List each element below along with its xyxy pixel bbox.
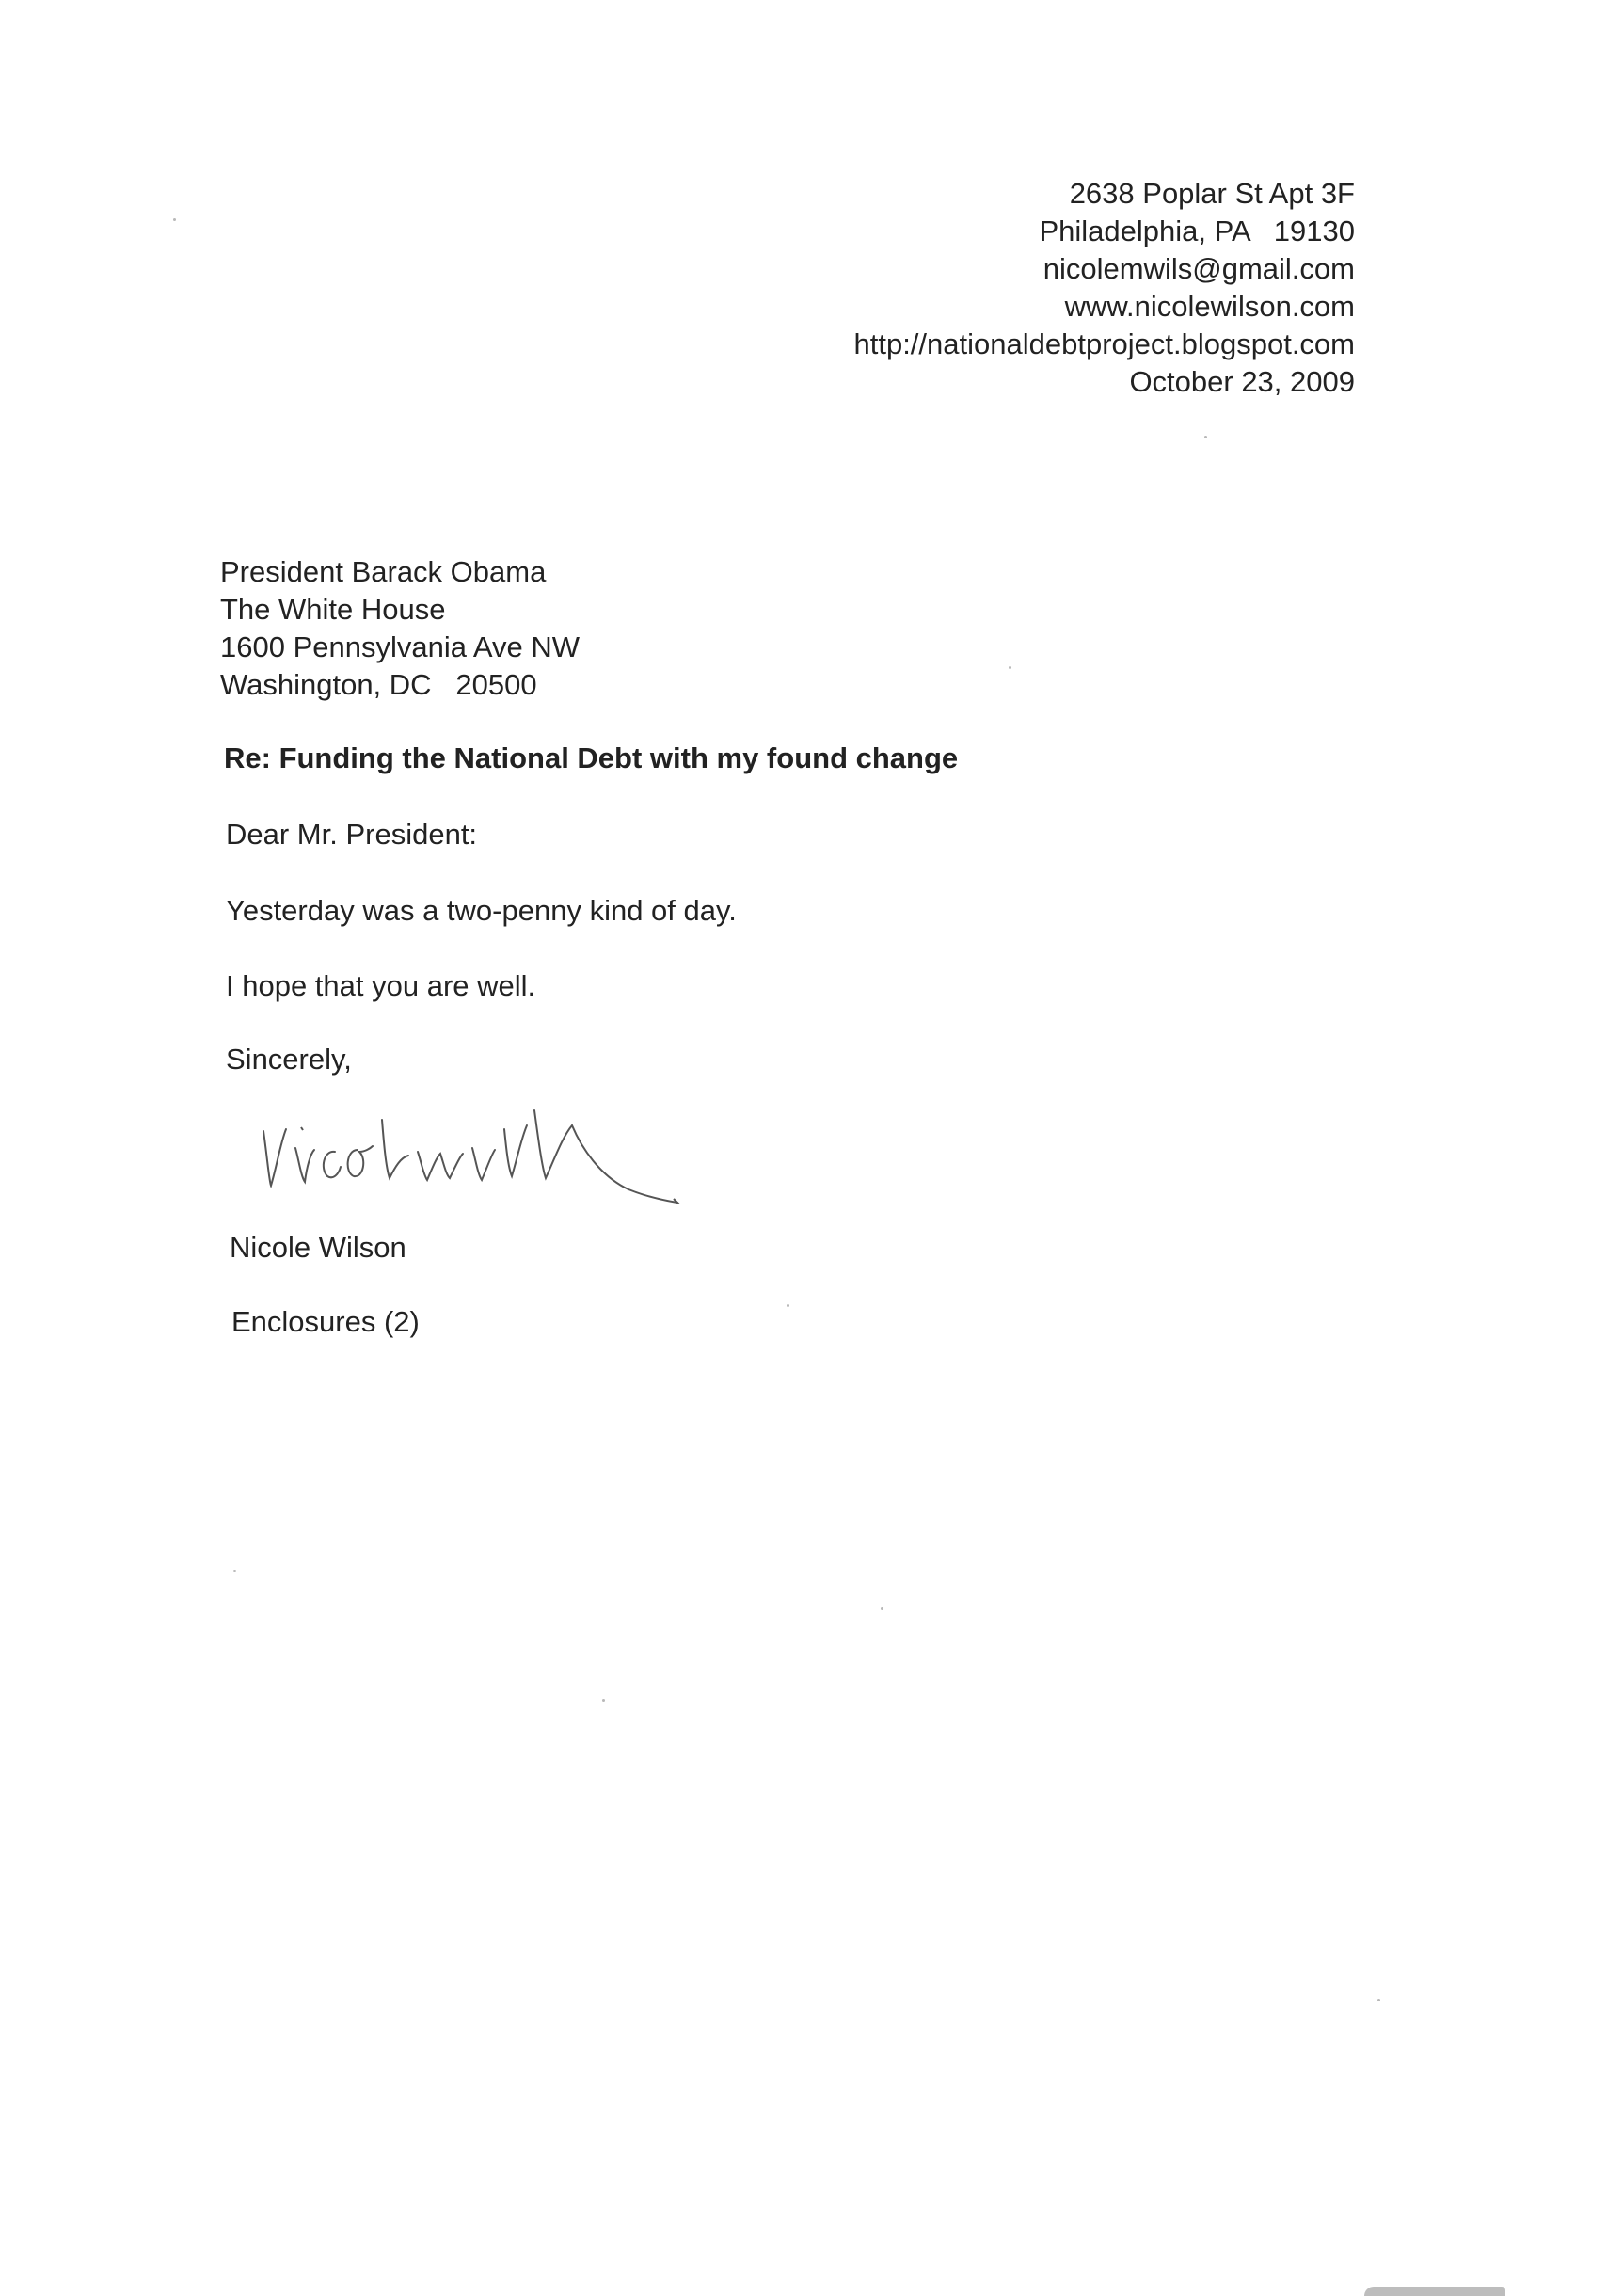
sender-blog: http://nationaldebtproject.blogspot.com [853,327,1355,360]
subject-line: Re: Funding the National Debt with my found change [224,741,959,774]
scanner-edge-mark [1364,2287,1505,2296]
paper-speck [787,1304,789,1307]
paper-speck [1204,436,1207,438]
sender-website: www.nicolewilson.com [1064,290,1355,323]
recipient-org: The White House [220,593,446,626]
recipient-street: 1600 Pennsylvania Ave NW [220,630,580,663]
signer-name: Nicole Wilson [230,1231,406,1264]
paper-speck [233,1570,236,1572]
letter-date: October 23, 2009 [1129,365,1355,398]
body-paragraph: Yesterday was a two-penny kind of day. [226,894,737,927]
recipient-city-state-zip: Washington, DC 20500 [220,668,537,701]
paper-speck [1377,1999,1380,2001]
paper-speck [1009,666,1011,669]
sender-email: nicolemwils@gmail.com [1042,252,1355,285]
handwritten-signature [252,1092,685,1204]
closing: Sincerely, [226,1043,352,1076]
salutation: Dear Mr. President: [226,818,478,851]
enclosures-note: Enclosures (2) [231,1305,420,1338]
paper-speck [602,1699,605,1702]
recipient-name: President Barack Obama [220,555,547,588]
sender-city-state-zip: Philadelphia, PA 19130 [1039,215,1355,247]
sender-address-block [853,175,1355,401]
paper-speck [881,1607,883,1610]
recipient-address-block [220,553,580,704]
sender-street: 2638 Poplar St Apt 3F [1069,177,1355,210]
body-paragraph: I hope that you are well. [226,969,536,1002]
paper-speck [173,218,176,221]
